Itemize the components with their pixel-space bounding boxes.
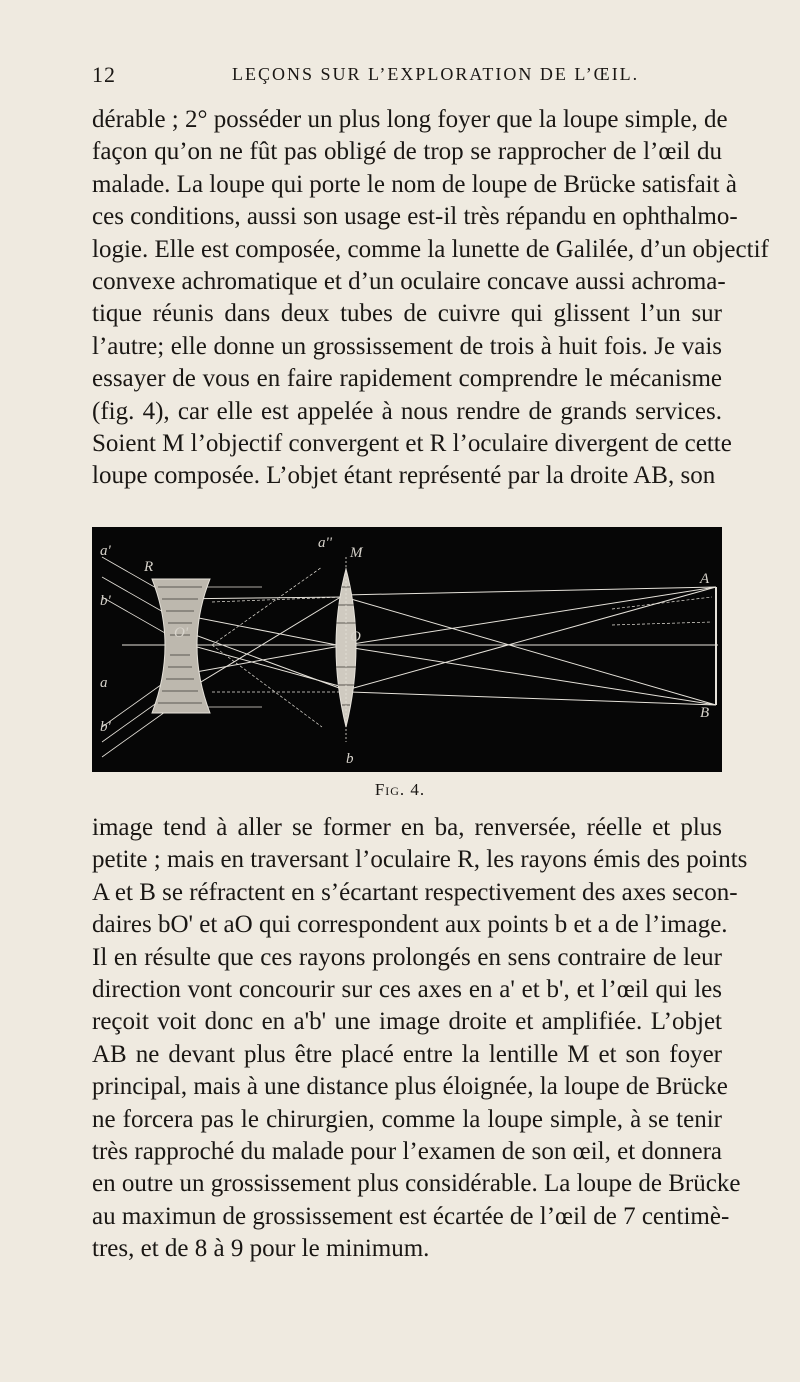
text-line: loupe composée. L’objet étant représenté par la droite AB, son — [92, 462, 716, 490]
text-line: ne forcera pas le chirurgien, comme la loupe simple, à se tenir — [92, 1105, 722, 1133]
text-line: A et B se réfractent en s’écartant respectivement des axes secon- — [92, 878, 738, 906]
label-a: a — [100, 675, 108, 691]
running-title: LEÇONS SUR L’EXPLORATION DE L’ŒIL. — [232, 64, 640, 84]
text-line: AB ne devant plus être placé entre la lentille M et son foyer — [92, 1040, 722, 1068]
label-b-prime-bottom: b' — [100, 719, 111, 735]
paragraph-2 — [92, 812, 748, 1266]
paragraph-1 — [92, 104, 769, 493]
text-line: petite ; mais en traversant l’oculaire R, les rayons émis des points — [92, 846, 748, 874]
figure-4-lens-diagram — [92, 527, 722, 772]
label-a-prime-top: a' — [100, 543, 111, 559]
label-a-prime-prime: a'' — [318, 535, 332, 551]
text-line: dérable ; 2° posséder un plus long foyer que la loupe simple, de — [92, 106, 728, 133]
page-header — [92, 62, 712, 94]
text-line: image tend à aller se former en ba, renversée, réelle et plus — [92, 814, 722, 841]
text-line: convexe achromatique et d’un oculaire concave aussi achroma- — [92, 268, 726, 296]
text-line: Il en résulte que ces rayons prolongés en sens contraire de leur — [92, 943, 722, 971]
label-m: M — [350, 545, 363, 561]
label-b-upper: B — [700, 705, 710, 721]
text-line: très rapproché du malade pour l’examen de son œil, et donnera — [92, 1138, 722, 1166]
text-line: essayer de vous en faire rapidement comprendre le mécanisme — [92, 365, 722, 393]
text-line: direction vont concourir sur ces axes en a' et b', et l’œil qui les — [92, 976, 722, 1004]
label-b: b — [346, 751, 354, 767]
text-line: ces conditions, aussi son usage est-il très répandu en ophthalmo- — [92, 203, 738, 231]
text-line: (fig. 4), car elle est appelée à nous rendre de grands services. — [92, 397, 722, 425]
label-o-prime: O' — [174, 625, 189, 641]
optics-diagram — [92, 527, 722, 772]
text-line: en outre un grossissement plus considérable. La loupe de Brücke — [92, 1170, 741, 1198]
figure-caption — [0, 780, 800, 800]
page-number: 12 — [92, 62, 116, 87]
text-line: Soient M l’objectif convergent et R l’oculaire divergent de cette — [92, 430, 732, 458]
text-line: tres, et de 8 à 9 pour le minimum. — [92, 1235, 430, 1263]
text-line: reçoit voit donc en a'b' une image droite et amplifiée. L’objet — [92, 1008, 722, 1036]
label-a-upper: A — [700, 571, 710, 587]
text-line: malade. La loupe qui porte le nom de loupe de Brücke satisfait à — [92, 170, 737, 198]
figure-caption-text: Fig. 4. — [374, 780, 426, 799]
label-b-prime: b' — [100, 593, 111, 609]
text-line: principal, mais à une distance plus éloignée, la loupe de Brücke — [92, 1073, 728, 1101]
text-line: au maximun de grossissement est écartée de l’œil de 7 centimè- — [92, 1202, 730, 1230]
text-line: daires bO' et aO qui correspondent aux points b et a de l’image. — [92, 911, 728, 939]
text-line: tique réunis dans deux tubes de cuivre qui glissent l’un sur — [92, 300, 722, 328]
label-o: O — [350, 629, 361, 645]
text-line: logie. Elle est composée, comme la lunette de Galilée, d’un objectif — [92, 235, 769, 263]
text-line: l’autre; elle donne un grossissement de trois à huit fois. Je vais — [92, 332, 722, 360]
label-r: R — [144, 559, 154, 575]
text-line: façon qu’on ne fût pas obligé de trop se rapprocher de l’œil du — [92, 138, 722, 166]
